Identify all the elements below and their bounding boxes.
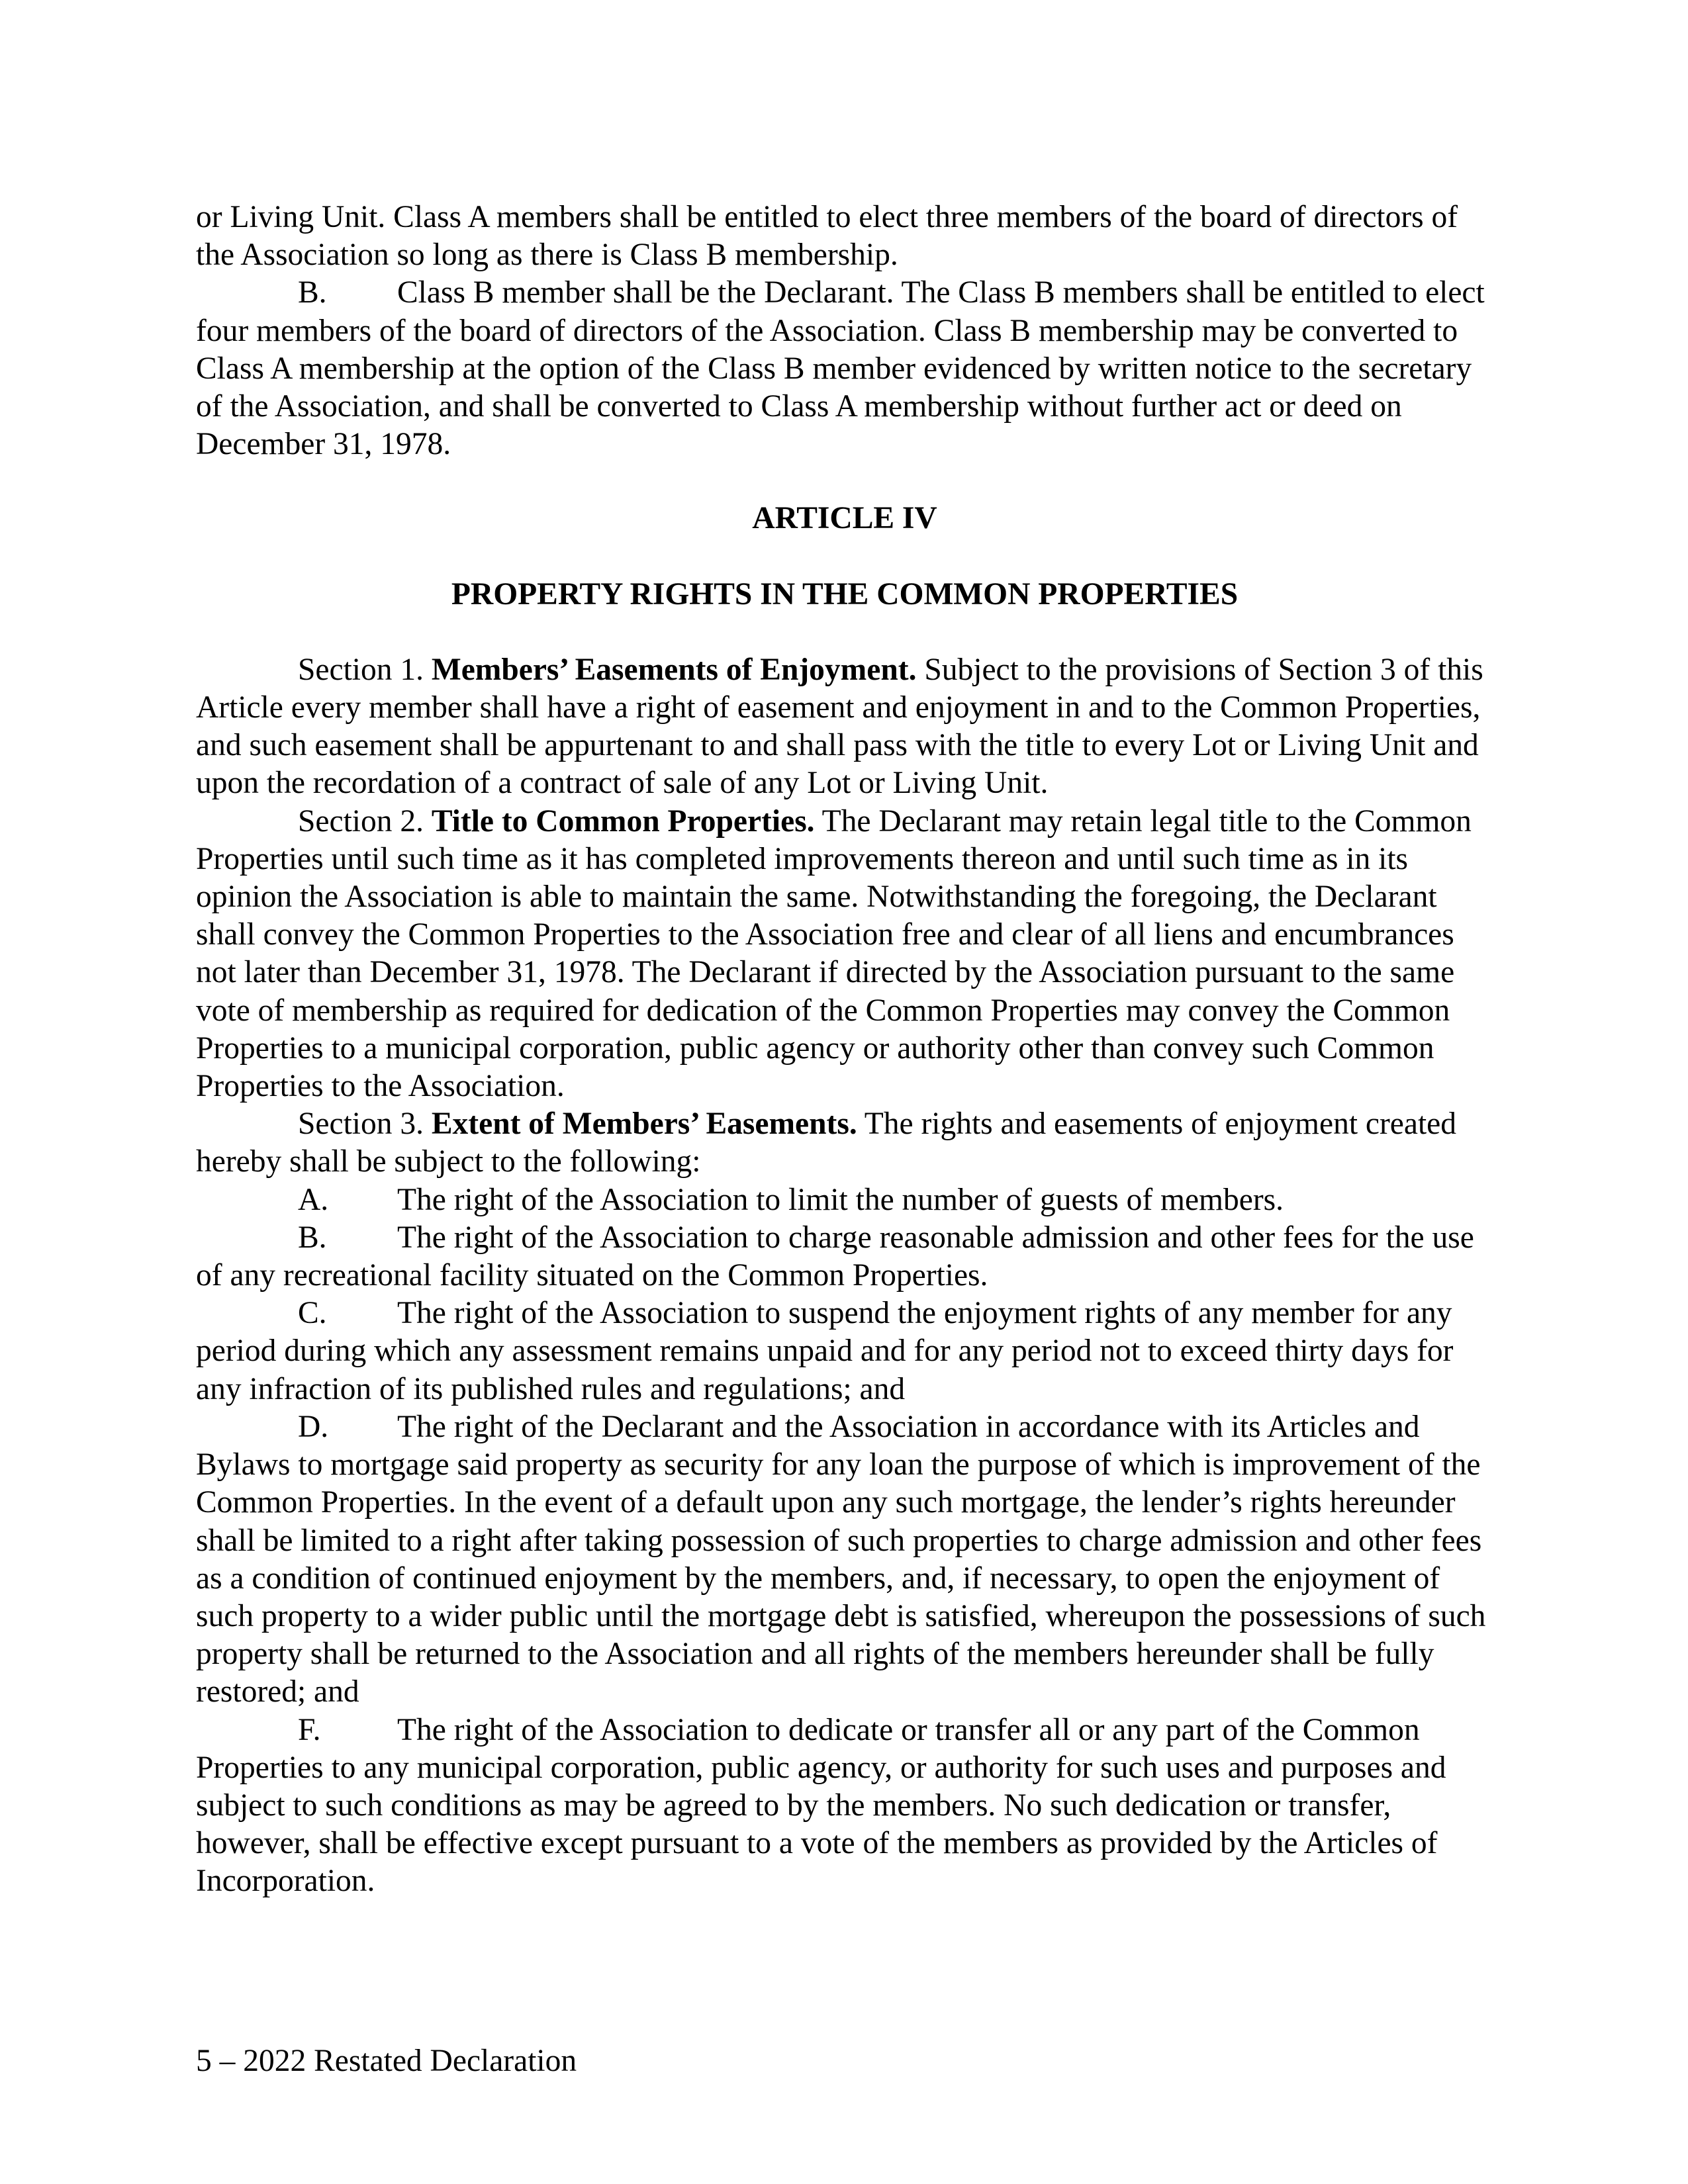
subsection-c [196,1295,1493,1408]
section-2-prefix: Section 2. [298,803,424,839]
section-2-title: Title to Common Properties. [431,803,815,839]
section-3-title: Extent of Members’ Easements. [431,1107,857,1142]
section-3-paragraph [196,1105,1493,1181]
section-2-paragraph [196,803,1493,1106]
subsection-f [196,1711,1493,1901]
subsection-c-label: C. [298,1296,327,1331]
section-1-prefix: Section 1. [298,652,424,687]
subsection-a-text: The right of the Association to limit the number of guests of members. [397,1182,1284,1217]
page-footer: 5 – 2022 Restated Declaration [196,2044,577,2078]
subsection-a-label: A. [298,1182,329,1217]
class-b-label: B. [298,275,327,310]
subsection-f-label: F. [298,1712,321,1747]
class-b-paragraph [196,274,1493,463]
class-b-text: Class B member shall be the Declarant. The Class B members shall be entitled to elect four members of the board of directors of the Association. Class B membership may be converted to Class A membership at the option of the Class B member evidenced by written notice to the secretary of the Association, and shall be converted to Class A membership without further act or deed on December 31, 1978. [196,275,1485,462]
document-page [196,199,1493,1901]
section-1-text: Subject to the provisions of Section 3 of this Article every member shall have a right of easement and enjoyment in and to the Common Properties, and such easement shall be appurtenant to and shall pass with the title to every Lot or Living Unit and upon the recordation of a contract of sale of any Lot or Living Unit. [196,652,1483,801]
subsection-b-text: The right of the Association to charge reasonable admission and other fees for the use of any recreational facility situated on the Common Properties. [196,1220,1474,1293]
subsection-d-label: D. [298,1409,329,1444]
subsection-c-text: The right of the Association to suspend the enjoyment rights of any member for any period during which any assessment remains unpaid and for any period not to exceed thirty days for any infraction of its published rules and regulations; and [196,1296,1454,1406]
article-title: PROPERTY RIGHTS IN THE COMMON PROPERTIES [451,576,1239,612]
subsection-b-label: B. [298,1220,327,1255]
section-1-title: Members’ Easements of Enjoyment. [431,652,917,687]
subsection-d [196,1408,1493,1711]
section-3-text: The rights and easements of enjoyment created hereby shall be subject to the following: [196,1107,1456,1179]
article-heading: ARTICLE IV [752,501,937,536]
section-2-text: The Declarant may retain legal title to the Common Properties until such time as it has completed improvements thereon and until such time as in its opinion the Association is able to maintain the same. Notwithstanding the foregoing, the Declarant shall convey the Common Properties to the Association free and clear of all liens and encumbrances not later than December 31, 1978. The Declarant if directed by the Association pursuant to the same vote of membership as required for dedication of the Common Properties may convey the Common Properties to a municipal corporation, public agency or authority other than convey such Common Properties to the Association. [196,803,1472,1104]
section-3-prefix: Section 3. [298,1107,424,1142]
subsection-d-text: The right of the Declarant and the Association in accordance with its Articles and Bylaws to mortgage said property as security for any loan the purpose of which is improvement of the Common Properties. In the event of a default upon any such mortgage, the lender’s rights hereunder shall be limited to a right after taking possession of such properties to charge admission and other fees as a condition of continued enjoyment by the members, and, if necessary, to open the enjoyment of such property to a wider public until the mortgage debt is satisfied, whereupon the possessions of such property shall be returned to the Association and all rights of the members hereunder shall be fully restored; and [196,1409,1486,1709]
subsection-a [196,1181,1493,1219]
subsection-b [196,1219,1493,1295]
opening-paragraph: or Living Unit. Class A members shall be entitled to elect three members of the board of directors of the Association so long as there is Class B membership. [196,200,1458,273]
section-1-paragraph [196,651,1493,803]
subsection-f-text: The right of the Association to dedicate or transfer all or any part of the Common Properties to any municipal corporation, public agency, or authority for such uses and purposes and subject to such conditions as may be agreed to by the members. No such dedication or transfer, however, shall be effective except pursuant to a vote of the members as provided by the Articles of Incorporation. [196,1712,1446,1899]
